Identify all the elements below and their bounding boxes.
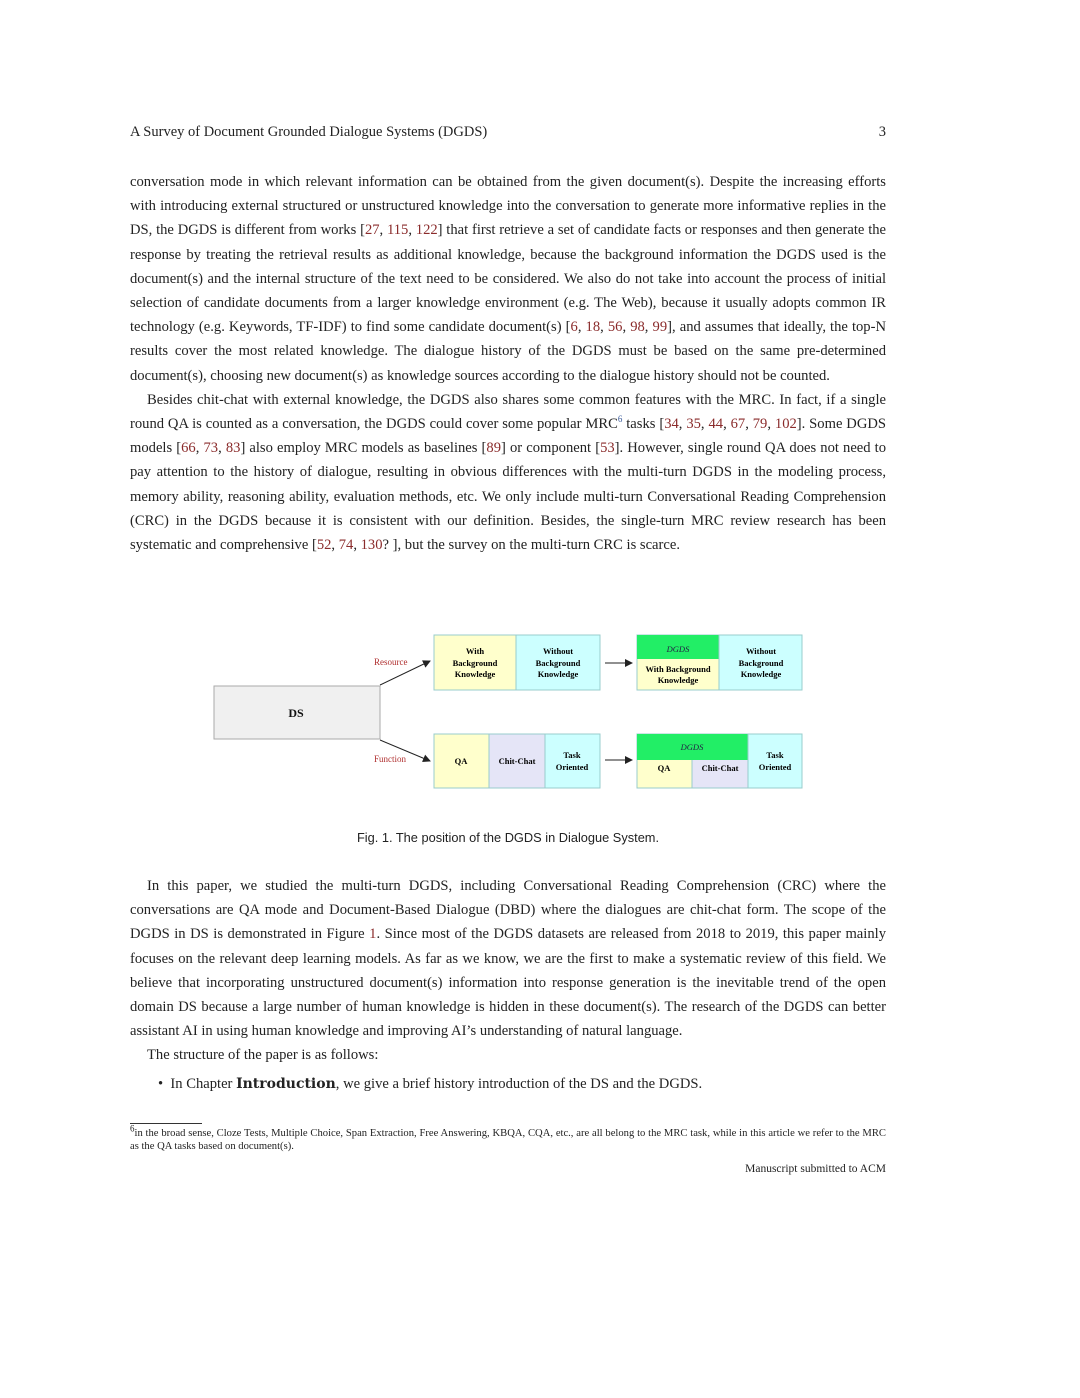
page-footer: Manuscript submitted to ACM — [745, 1163, 886, 1175]
with-bg-inline-line2: Knowledge — [657, 675, 699, 685]
with-bg-line3: Knowledge — [454, 669, 496, 679]
with-bg-line1: With — [465, 646, 485, 656]
task-line2: Oriented — [555, 762, 589, 772]
text: In this paper, we studied the multi-turn DGDS, including Conversational Reading Comprehension (CRC) where the conversations are QA mode and Document-Based Dialogue (DBD) where the dialogues are chit-chat form. The scope of the DGDS in DS is demonstrated in Figure — [130, 878, 886, 943]
citation-link[interactable]: 74 — [338, 537, 354, 554]
text: ], and assumes that ideally, the top-N results cover the most related knowledge. The dialogue history of the DGDS must be based on the same pre-determined document(s), choosing new document(s) as knowledge sources according to the dialogue history should not be counted. — [130, 319, 886, 384]
citation-link[interactable]: 6 — [570, 319, 578, 336]
citation-link[interactable]: 52 — [316, 537, 332, 554]
with-bg-inline-line1: With Background — [645, 664, 711, 674]
list-item: • In Chapter Introduction, we give a brief history introduction of the DS and the DGDS. — [158, 1075, 703, 1092]
without-bg-right-line2: Background — [738, 658, 784, 668]
chitchat-label: Chit-Chat — [498, 756, 536, 766]
chitchat-right-label: Chit-Chat — [701, 763, 739, 773]
chapter-name: Introduction — [236, 1075, 336, 1092]
text: Besides chit-chat with external knowledge, the DGDS also shares some common features with the MRC. In fact, if a single round QA is counted as a conversation, the DGDS could cover some popular MRC — [130, 391, 886, 433]
text: ] or component [ — [501, 440, 601, 457]
text: ? ], but the survey on the multi-turn CRC is scarce. — [382, 537, 680, 554]
task-right-line1: Task — [766, 750, 784, 760]
citation-link[interactable]: 73 — [203, 440, 219, 457]
footnote-marker: 6 — [130, 1123, 135, 1134]
running-title: A Survey of Document Grounded Dialogue Systems (DGDS) — [130, 124, 488, 140]
qa-right-label: QA — [657, 763, 671, 773]
figure-1 — [130, 625, 886, 800]
without-bg-line3: Knowledge — [537, 669, 579, 679]
without-bg-line1: Without — [542, 646, 574, 656]
citation-link[interactable]: 89 — [486, 440, 502, 457]
without-bg-right-line1: Without — [745, 646, 777, 656]
citation-link[interactable]: 115 — [386, 222, 409, 239]
figure-caption: Fig. 1. The position of the DGDS in Dialogue System. — [356, 830, 660, 845]
text: , we give a brief history introduction of the DS and the DGDS. — [335, 1075, 703, 1092]
footnote-ref[interactable]: 6 — [617, 414, 623, 425]
figure-ref-link[interactable]: 1 — [369, 926, 377, 943]
text: . Since most of the DGDS datasets are released from 2018 to 2019, this paper mainly focuses on the relevant deep learning models. As far as we know, we are the first to make a systematic review of this field. We believe that incorporating unstructured document(s) information into response generation is the inevitable trend of the open domain DS because a large number of human knowledge is hidden in these document(s). The research of the DGDS can better assistant AI in using human knowledge and improving AI’s understanding of natural language. — [130, 926, 886, 1040]
task-box — [545, 734, 600, 788]
body-text-top — [130, 170, 886, 557]
page-number: 3 — [878, 124, 886, 140]
resource-label: Resource — [374, 657, 408, 667]
citation-link[interactable]: 99 — [652, 319, 668, 336]
citation-link[interactable]: 35 — [686, 416, 701, 433]
footnote — [130, 1123, 886, 1154]
dgds-label-bottom: DGDS — [680, 742, 704, 752]
text: In Chapter — [170, 1075, 237, 1092]
task-line1: Task — [563, 750, 581, 760]
qa-label: QA — [454, 756, 468, 766]
citation-link[interactable]: 66 — [181, 440, 196, 457]
citation-link[interactable]: 44 — [708, 416, 724, 433]
citation-link[interactable]: 27 — [364, 222, 380, 239]
task-right-box — [748, 734, 802, 788]
text: ]. Some DGDS models [ — [130, 416, 887, 457]
footnote-text: in the broad sense, Cloze Tests, Multiple Choice, Span Extraction, Free Answering, KBQA, CQA, etc., are all belong to the MRC task, while in this article we refer to the MRC as the QA tasks based on document(s). — [130, 1128, 886, 1153]
text: conversation mode in which relevant information can be obtained from the given document(s). Despite the increasing efforts with introducing external structured or unstructured knowledge into the conversation to generate more informative replies in the DS, the DGDS is different from works [ — [130, 174, 886, 239]
without-bg-right-line3: Knowledge — [740, 669, 782, 679]
paragraph-4: The structure of the paper is as follows: — [147, 1047, 379, 1064]
text: tasks [ — [622, 416, 665, 433]
ds-label: DS — [288, 706, 304, 720]
citation-link[interactable]: 56 — [607, 319, 623, 336]
citation-link[interactable]: 102 — [774, 416, 797, 433]
citation-link[interactable]: 98 — [630, 319, 645, 336]
citation-link[interactable]: 83 — [225, 440, 241, 457]
citation-link[interactable]: 18 — [585, 319, 601, 336]
text: ] that first retrieve a set of candidate facts or responses and then generate the response by treating the retrieval results as additional knowledge, because the background information the DGDS used is the document(s) and the internal structure of the text need to be considered. We also do not take into account the process of initial selection of candidate documents from a larger knowledge environment (e.g. The Web), because it usually adopts common IR technology (e.g. Keywords, TF-IDF) to find some candidate document(s) [ — [130, 222, 887, 336]
footnote-rule — [130, 1123, 202, 1124]
paragraph-3 — [130, 874, 886, 1043]
citation-link[interactable]: 79 — [752, 416, 768, 433]
paragraph-2: Besides chit-chat with external knowledge, the DGDS also shares some common features with the MRC. In fact, if a single round QA is counted as a conversation, the DGDS could cover some popular MRC$^6$ tasks [34, 35, 44, 67, 79, 102]. Some DGDS models [66, 73, 83] also employ MRC models as baselines [89] or component [53]. However, single round QA does not need to pay attention to the history of dialogue, resulting in obvious differences with the multi-turn DGDS in the modeling process, memory ability, reasoning ability, evaluation methods, etc. We only include multi-turn Conversational Reading Comprehension (CRC) in the DGDS because it is consistent with our definition. Besides, the single-turn MRC review research has been systematic and comprehensive [52, 74, 130? ], but the survey on the multi-turn CRC is scarce. — [130, 391, 887, 554]
dgds-position-diagram — [130, 625, 886, 800]
citation-link[interactable]: 53 — [600, 440, 615, 457]
citation-link[interactable]: 130 — [360, 537, 383, 554]
citation-link[interactable]: 34 — [664, 416, 679, 433]
text: ]. However, single round QA does not need to pay attention to the history of dialogue, resulting in obvious differences with the multi-turn DGDS in the modeling process, memory ability, reasoning ability, evaluation methods, etc. We only include multi-turn Conversational Reading Comprehension (CRC) in the DGDS because it is consistent with our definition. Besides, the single-turn MRC review research has been systematic and comprehensive [ — [130, 440, 887, 554]
citation-link[interactable]: 67 — [730, 416, 746, 433]
text: ] also employ MRC models as baselines [ — [240, 440, 487, 457]
without-bg-line2: Background — [535, 658, 581, 668]
citation-link[interactable]: 122 — [415, 222, 438, 239]
body-text-bottom — [130, 874, 886, 1096]
task-right-line2: Oriented — [758, 762, 792, 772]
function-label: Function — [374, 754, 407, 764]
with-bg-line2: Background — [452, 658, 498, 668]
dgds-label-top: DGDS — [666, 644, 690, 654]
paragraph-1: conversation mode in which relevant information can be obtained from the given document(s). Despite the increasing efforts with introducing external structured or unstructured knowledge into the conversation to generate more informative replies in the DS, the DGDS is different from works [27, 115, 122] that first retrieve a set of candidate facts or responses and then generate the response by treating the retrieval results as additional knowledge, because the background information the DGDS used is the document(s) and the internal structure of the text need to be considered. We also do not take into account the process of initial selection of candidate documents from a larger knowledge environment (e.g. The Web), because it usually adopts common IR technology (e.g. Keywords, TF-IDF) to find some candidate document(s) [6, 18, 56, 98, 99], and assumes that ideally, the top-N results cover the most related knowledge. The dialogue history of the DGDS must be based on the same pre-determined document(s), choosing new document(s) as knowledge sources according to the dialogue history should not be counted. — [130, 174, 887, 384]
